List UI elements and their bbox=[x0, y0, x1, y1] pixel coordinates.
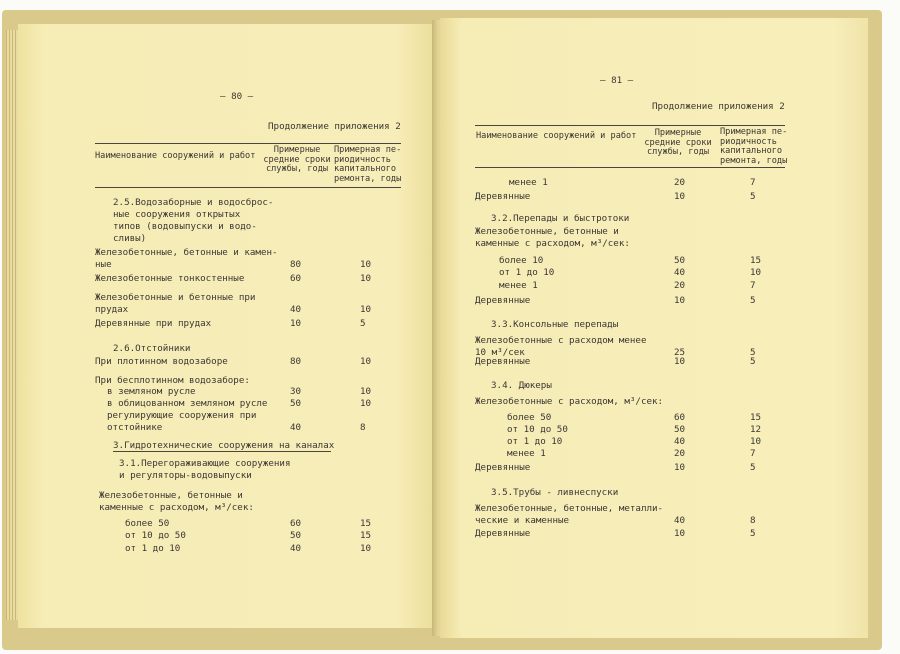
table-top-rule-left bbox=[95, 143, 401, 144]
right-row-name: ческие и каменные bbox=[475, 515, 570, 526]
left-row-repair: 8 bbox=[360, 422, 366, 433]
right-row-life: 40 bbox=[674, 515, 686, 526]
left-row-name: 2.6.Отстойники bbox=[113, 343, 191, 354]
left-row-name: 2.5.Водозаборные и водосброс- bbox=[113, 197, 274, 208]
left-row-name: от 1 до 10 bbox=[125, 543, 181, 554]
page-number-left: — 80 — bbox=[220, 91, 254, 102]
col-header-life-right: Примерные средние сроки службы, годы bbox=[644, 128, 712, 157]
col-header-name-left: Наименование сооружений и работ bbox=[95, 151, 256, 161]
left-row-name: Железобетонные тонкостенные bbox=[95, 273, 245, 284]
right-row-name: Деревянные bbox=[475, 191, 531, 202]
right-row-life: 50 bbox=[674, 424, 686, 435]
right-row-name: Железобетонные с расходом менее bbox=[475, 335, 647, 346]
left-row-life: 50 bbox=[290, 398, 302, 409]
left-row-name: в облицованном земляном русле bbox=[107, 398, 268, 409]
left-row-name: 3.1.Перегораживающие сооружения bbox=[119, 458, 291, 469]
left-row-repair: 15 bbox=[360, 518, 372, 529]
page-header-right: Продолжение приложения 2 bbox=[652, 101, 785, 112]
right-row-name: Деревянные bbox=[475, 528, 531, 539]
right-row-name: более 10 bbox=[499, 255, 544, 266]
left-row-name: При плотинном водозаборе bbox=[95, 356, 228, 367]
left-row-life: 40 bbox=[290, 543, 302, 554]
section-underline bbox=[113, 451, 331, 452]
left-row-name: Железобетонные, бетонные и камен- bbox=[95, 247, 278, 258]
left-row-life: 30 bbox=[290, 386, 302, 397]
left-row-name: 3.Гидротехнические сооружения на каналах bbox=[113, 440, 335, 451]
right-row-name: более 50 bbox=[507, 412, 552, 423]
right-row-life: 10 bbox=[674, 295, 686, 306]
right-row-name: от 10 до 50 bbox=[507, 424, 568, 435]
left-row-name: более 50 bbox=[125, 518, 170, 529]
right-row-name: 3.3.Консольные перепады bbox=[491, 319, 619, 330]
left-row-name: регулирующие сооружения при bbox=[107, 410, 257, 421]
left-row-name: ные сооружения открытых bbox=[113, 209, 241, 220]
left-row-repair: 10 bbox=[360, 259, 372, 270]
right-row-name: Деревянные bbox=[475, 462, 531, 473]
right-row-repair: 5 bbox=[750, 347, 756, 358]
left-row-repair: 10 bbox=[360, 398, 372, 409]
table-header-rule-left bbox=[95, 187, 401, 188]
col-header-life-left: Примерные средние сроки службы, годы bbox=[263, 145, 331, 174]
left-row-name: При бесплотинном водозаборе: bbox=[95, 375, 250, 386]
left-page bbox=[18, 24, 438, 628]
right-row-repair: 10 bbox=[750, 267, 762, 278]
right-row-repair: 10 bbox=[750, 436, 762, 447]
left-row-name: типов (водовыпуски и водо- bbox=[113, 221, 257, 232]
right-row-name: от 1 до 10 bbox=[507, 436, 563, 447]
left-row-name: отстойнике bbox=[107, 422, 163, 433]
left-row-life: 80 bbox=[290, 259, 302, 270]
right-row-life: 20 bbox=[674, 448, 686, 459]
left-row-life: 40 bbox=[290, 304, 302, 315]
right-row-repair: 7 bbox=[750, 177, 756, 188]
right-row-name: 3.2.Перепады и быстротоки bbox=[491, 213, 630, 224]
left-row-repair: 10 bbox=[360, 386, 372, 397]
left-row-name: и регуляторы-водовыпуски bbox=[119, 470, 252, 481]
right-row-repair: 7 bbox=[750, 280, 756, 291]
right-row-life: 10 bbox=[674, 528, 686, 539]
right-row-repair: 5 bbox=[750, 462, 756, 473]
right-row-repair: 5 bbox=[750, 191, 756, 202]
right-row-life: 10 bbox=[674, 356, 686, 367]
left-row-name: сливы) bbox=[113, 233, 147, 244]
right-row-name: менее 1 bbox=[509, 177, 548, 188]
col-header-name-right: Наименование сооружений и работ bbox=[476, 131, 637, 141]
col-header-repair-left: Примерная пе- риодичность капитального ремонта, годы bbox=[334, 145, 402, 184]
right-row-name: Деревянные bbox=[475, 295, 531, 306]
left-row-repair: 5 bbox=[360, 318, 366, 329]
right-row-name: Железобетонные, бетонные, металли- bbox=[475, 503, 664, 514]
right-row-name: Деревянные bbox=[475, 356, 531, 367]
right-row-name: Железобетонные, бетонные и bbox=[475, 226, 619, 237]
right-row-name: Железобетонные с расходом, м³/сек: bbox=[475, 396, 664, 407]
left-row-life: 60 bbox=[290, 273, 302, 284]
right-row-name: менее 1 bbox=[507, 448, 546, 459]
right-row-name: 10 м³/сек bbox=[475, 347, 525, 358]
right-row-life: 60 bbox=[674, 412, 686, 423]
right-row-repair: 12 bbox=[750, 424, 762, 435]
left-row-repair: 15 bbox=[360, 530, 372, 541]
right-row-name: 3.4. Дюкеры bbox=[491, 380, 552, 391]
right-row-life: 40 bbox=[674, 267, 686, 278]
table-top-rule-right bbox=[475, 125, 785, 126]
right-row-life: 40 bbox=[674, 436, 686, 447]
left-row-life: 50 bbox=[290, 530, 302, 541]
right-row-repair: 7 bbox=[750, 448, 756, 459]
left-row-name: прудах bbox=[95, 304, 129, 315]
right-row-name: от 1 до 10 bbox=[499, 267, 555, 278]
right-row-repair: 15 bbox=[750, 255, 762, 266]
right-row-repair: 5 bbox=[750, 295, 756, 306]
right-row-life: 20 bbox=[674, 280, 686, 291]
left-row-life: 60 bbox=[290, 518, 302, 529]
right-row-life: 10 bbox=[674, 191, 686, 202]
left-row-name: Железобетонные, бетонные и bbox=[99, 490, 243, 501]
left-row-life: 10 bbox=[290, 318, 302, 329]
left-row-name: каменные с расходом, м³/сек: bbox=[99, 502, 254, 513]
left-row-name: ные bbox=[95, 259, 112, 270]
page-number-right: — 81 — bbox=[600, 75, 634, 86]
left-row-repair: 10 bbox=[360, 543, 372, 554]
left-row-name: Деревянные при прудах bbox=[95, 318, 212, 329]
left-row-name: от 10 до 50 bbox=[125, 530, 186, 541]
right-row-name: каменные с расходом, м³/сек: bbox=[475, 238, 630, 249]
right-row-repair: 5 bbox=[750, 356, 756, 367]
left-row-life: 40 bbox=[290, 422, 302, 433]
right-row-name: менее 1 bbox=[499, 280, 538, 291]
page-header-left: Продолжение приложения 2 bbox=[268, 121, 401, 132]
col-header-repair-right: Примерная пе- риодичность капитального ремонта, годы bbox=[720, 127, 788, 166]
right-row-repair: 8 bbox=[750, 515, 756, 526]
right-row-life: 50 bbox=[674, 255, 686, 266]
left-row-life: 80 bbox=[290, 356, 302, 367]
left-row-name: в земляном русле bbox=[107, 386, 196, 397]
right-row-life: 10 bbox=[674, 462, 686, 473]
left-row-repair: 10 bbox=[360, 304, 372, 315]
right-row-repair: 5 bbox=[750, 528, 756, 539]
left-row-repair: 10 bbox=[360, 273, 372, 284]
right-row-life: 25 bbox=[674, 347, 686, 358]
table-header-rule-right bbox=[475, 167, 785, 168]
left-row-repair: 10 bbox=[360, 356, 372, 367]
right-row-name: 3.5.Трубы - ливнеспуски bbox=[491, 487, 619, 498]
left-row-name: Железобетонные и бетонные при bbox=[95, 292, 256, 303]
right-row-life: 20 bbox=[674, 177, 686, 188]
right-row-repair: 15 bbox=[750, 412, 762, 423]
